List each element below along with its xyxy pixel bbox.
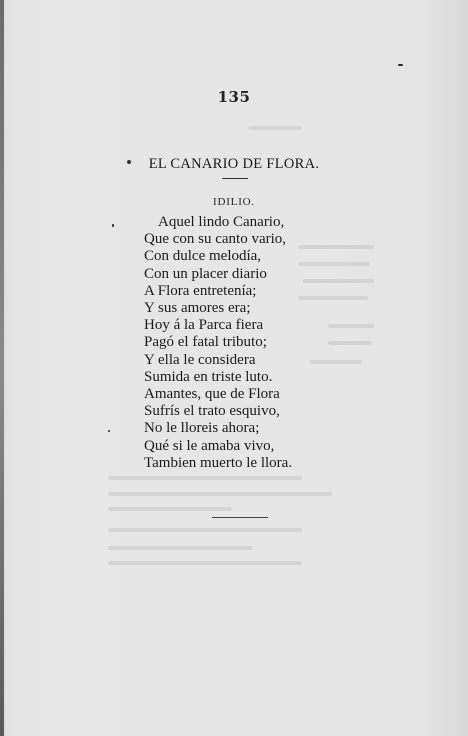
ink-speck [398,64,403,66]
ink-speck [108,430,110,432]
poem-subtitle: IDILIO. [213,196,255,208]
poem-line: Tambien muerto le llora. [144,454,293,471]
poem-line: No le lloreis ahora; [144,420,260,437]
page-binding-edge [0,0,4,736]
title-rule [222,178,248,179]
poem-line: Y ella le considera [144,351,256,368]
end-rule [212,517,268,518]
poem-line: Con un placer diario [144,265,267,282]
poem-line: Que con su canto vario, [144,231,287,248]
poem-line: Con dulce melodía, [144,248,262,265]
page-number: 135 [217,88,251,106]
poem-line: Y sus amores era; [144,300,251,317]
poem-line: Qué si le amaba vivo, [144,437,275,454]
poem-line: Pagó el fatal tributo; [144,334,267,351]
poem-line: Aquel lindo Canario, [158,214,285,230]
poem-line: A Flora entretenía; [144,282,257,299]
ink-speck [112,224,114,227]
poem-body [144,214,364,472]
poem-line: Hoy á la Parca fiera [144,317,264,334]
poem-line: Sufrís el trato esquivo, [144,403,280,420]
poem-line: Sumida en triste luto. [144,368,273,385]
poem-title: EL CANARIO DE FLORA. [148,156,320,172]
poem-line: Amantes, que de Flora [144,386,280,403]
